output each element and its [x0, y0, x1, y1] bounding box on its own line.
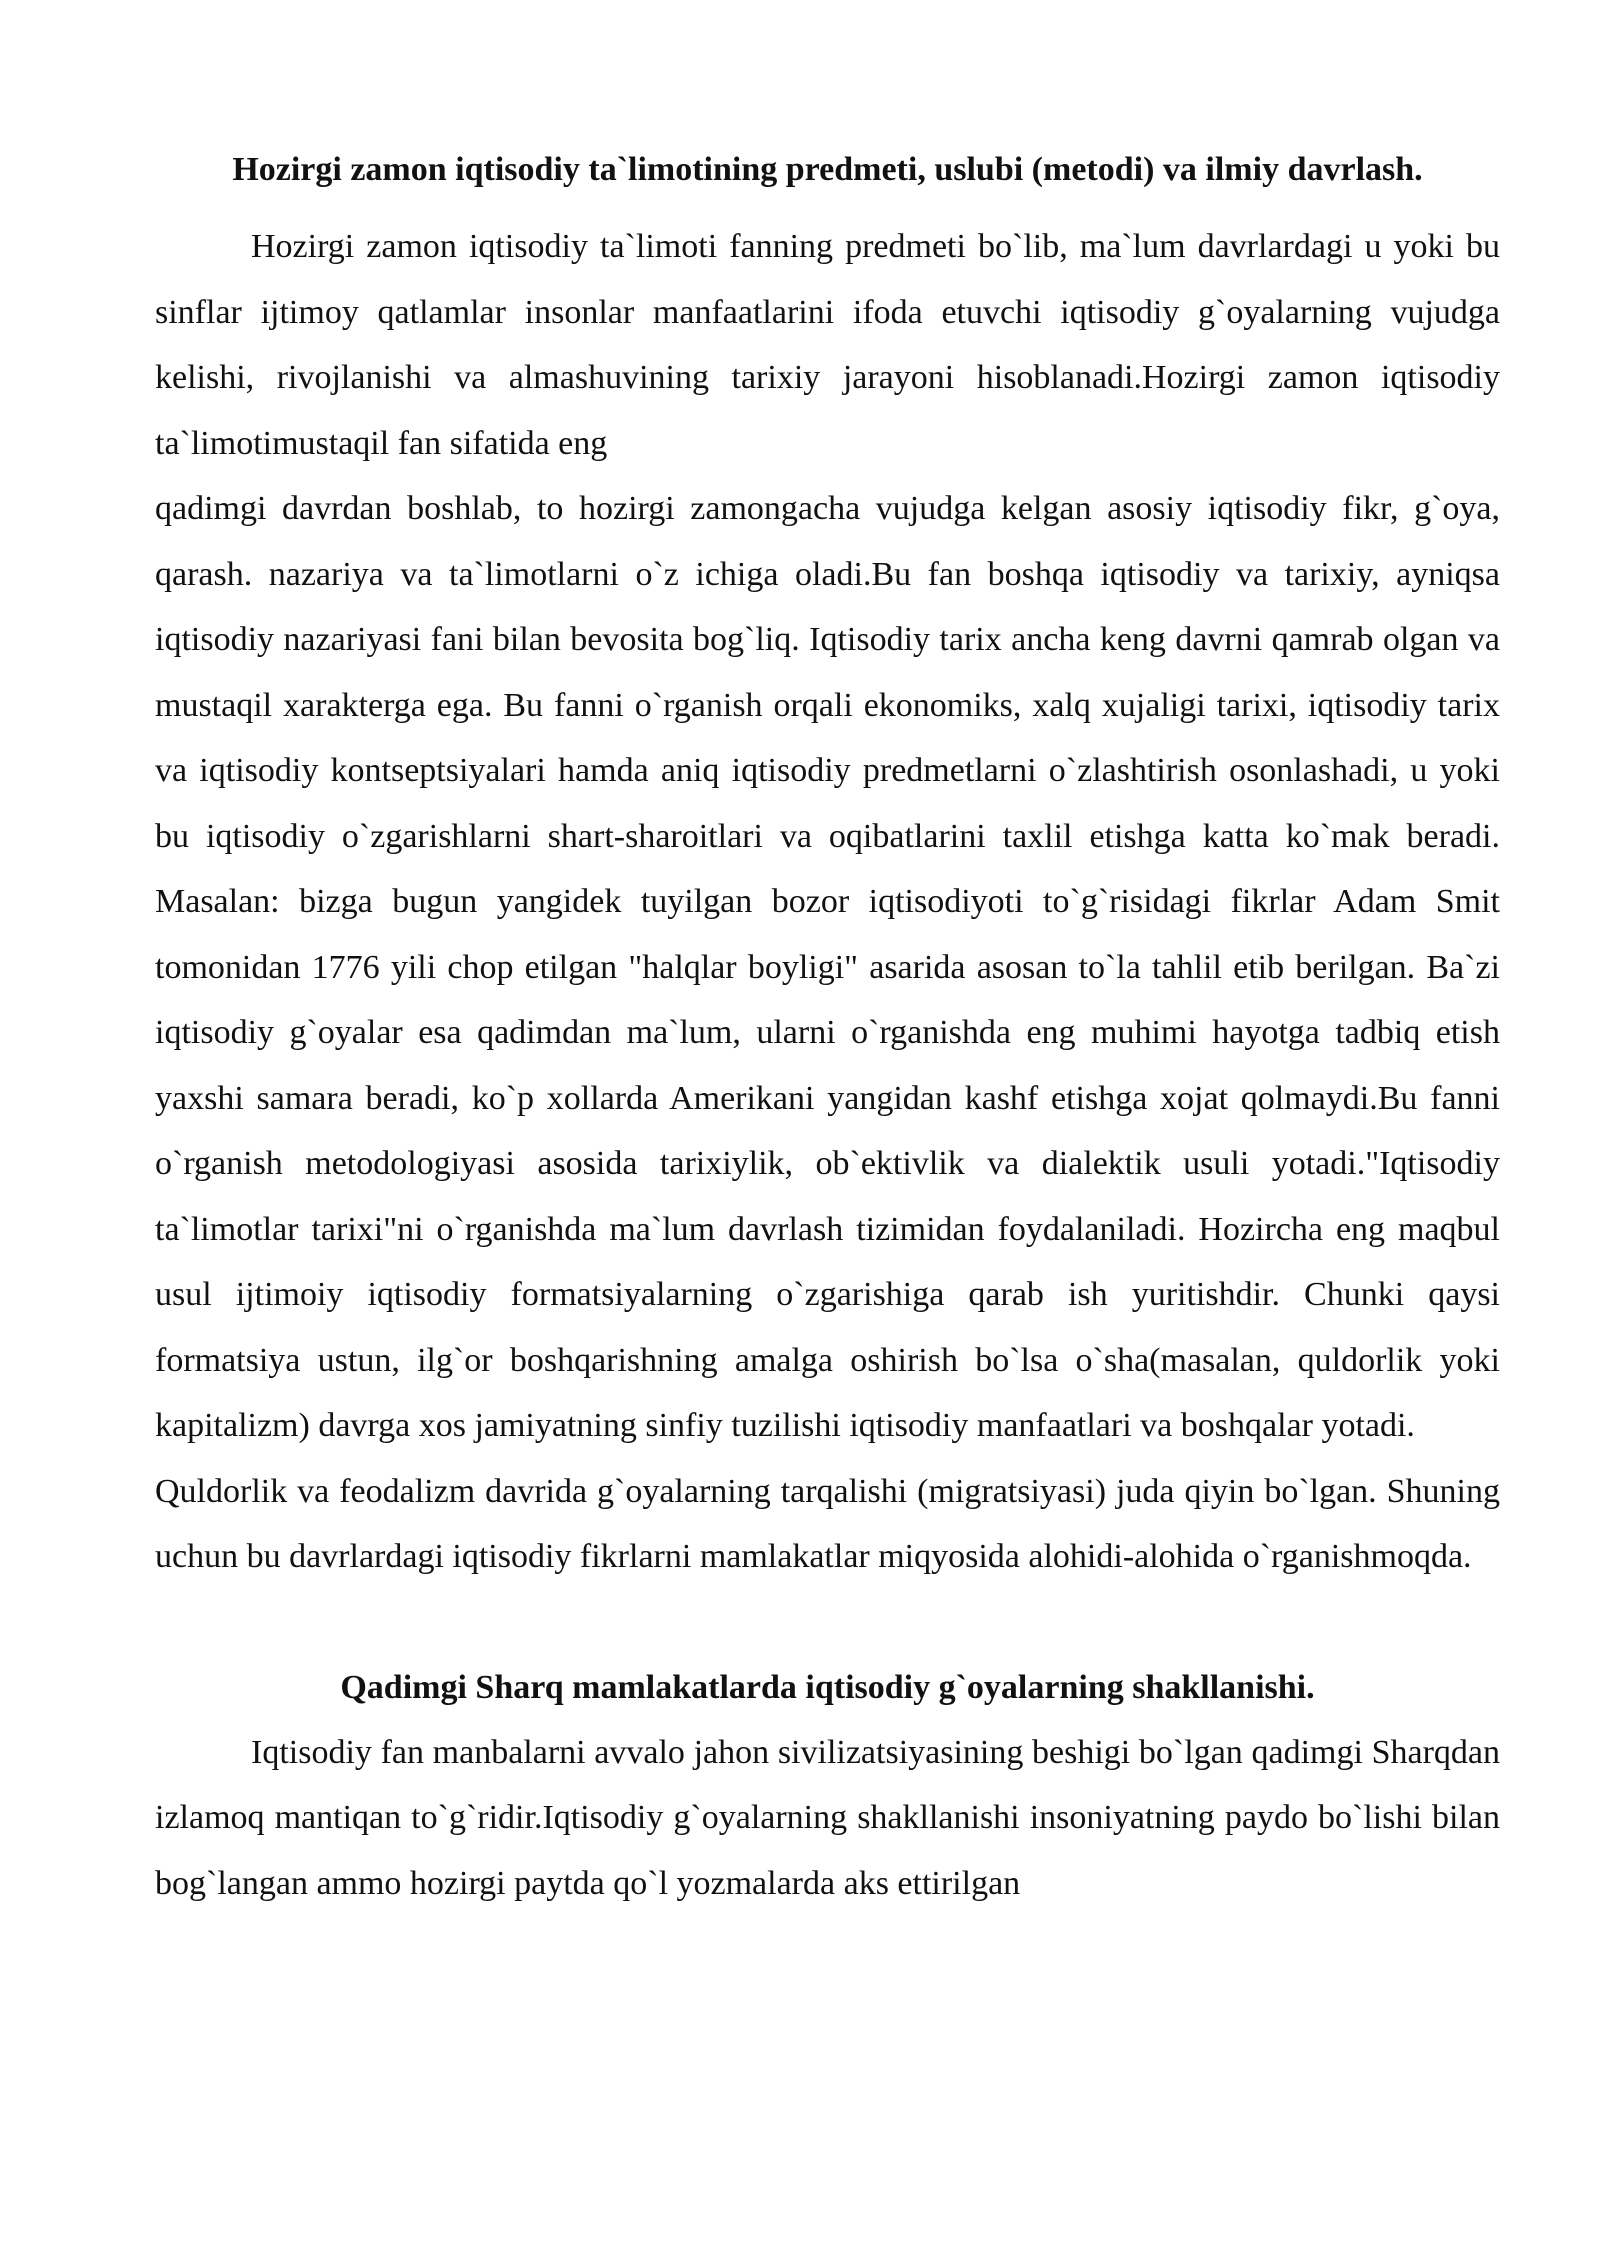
section-title: Hozirgi zamon iqtisodiy ta`limotining predmeti, uslubi (metodi) va ilmiy davrlash.	[232, 151, 1423, 188]
paragraph: Iqtisodiy fan manbalarni avvalo jahon sivilizatsiyasining beshigi bo`lgan qadimgi Sharqdan izlamoq mantiqan to`g`ridir.Iqtisodiy g`oyalarning shakllanishi insoniyatning paydo bo`lishi bilan bog`langan ammo hozirgi paytda qo`l yozmalarda aks ettirilgan	[155, 1733, 1500, 1902]
section-title: Qadimgi Sharq mamlakatlarda iqtisodiy g`oyalarning shakllanishi.	[340, 1668, 1315, 1706]
paragraph: Quldorlik va feodalizm davrida g`oyalarning tarqalishi (migratsiyasi) juda qiyin bo`lgan. Shuning uchun bu davrlardagi iqtisodiy fikrlarni mamlakatlar miqyosida alohidi-alohida o`rganishmoqda.	[155, 1472, 1500, 1575]
section-spacer	[155, 1590, 1500, 1666]
paragraph: Hozirgi zamon iqtisodiy ta`limoti fanning predmeti bo`lib, ma`lum davrlardagi u yoki bu sinflar ijtimoy qatlamlar insonlar manfaatlarini ifoda etuvchi iqtisodiy g`oyalarning vujudga kelishi, rivojlanishi va almashuvining tarixiy jarayoni hisoblanadi.Hozirgi zamon iqtisodiy ta`limotimustaqil fan sifatida eng	[155, 228, 1500, 462]
document-body	[155, 148, 1500, 1916]
paragraph: qadimgi davrdan boshlab, to hozirgi zamongacha vujudga kelgan asosiy iqtisodiy fikr, g`oya, qarash. nazariya va ta`limotlarni o`z ichiga oladi.Bu fan boshqa iqtisodiy va tarixiy, ayniqsa iqtisodiy nazariyasi fani bilan bevosita bog`liq. Iqtisodiy tarix ancha keng davrni qamrab olgan va mustaqil xarakterga ega. Bu fanni o`rganish orqali ekonomiks, xalq xujaligi tarixi, iqtisodiy tarix va iqtisodiy kontseptsiyalari hamda aniq iqtisodiy predmetlarni o`zlashtirish osonlashadi, u yoki bu iqtisodiy o`zgarishlarni shart-sharoitlari va oqibatlarini taxlil etishga katta ko`mak beradi. Masalan: bizga bugun yangidek tuyilgan bozor iqtisodiyoti to`g`risidagi fikrlar Adam Smit tomonidan 1776 yili chop etilgan "halqlar boyligi" asarida asosan to`la tahlil etib berilgan. Ba`zi iqtisodiy g`oyalar esa qadimdan ma`lum, ularni o`rganishda eng muhimi hayotga tadbiq etish yaxshi samara beradi, ko`p xollarda Amerikani yangidan kashf etishga xojat qolmaydi.Bu fanni o`rganish metodologiyasi asosida tarixiylik, ob`ektivlik va dialektik usuli yotadi."Iqtisodiy ta`limotlar tarixi"ni o`rganishda ma`lum davrlash tizimidan foydalaniladi. Hozircha eng maqbul usul ijtimoiy iqtisodiy formatsiyalarning o`zgarishiga qarab ish yuritishdir. Chunki qaysi formatsiya ustun, ilg`or boshqarishning amalga oshirish bo`lsa o`sha(masalan, quldorlik yoki kapitalizm) davrga xos jamiyatning sinfiy tuzilishi iqtisodiy manfaatlari va boshqalar yotadi.	[155, 490, 1500, 1444]
